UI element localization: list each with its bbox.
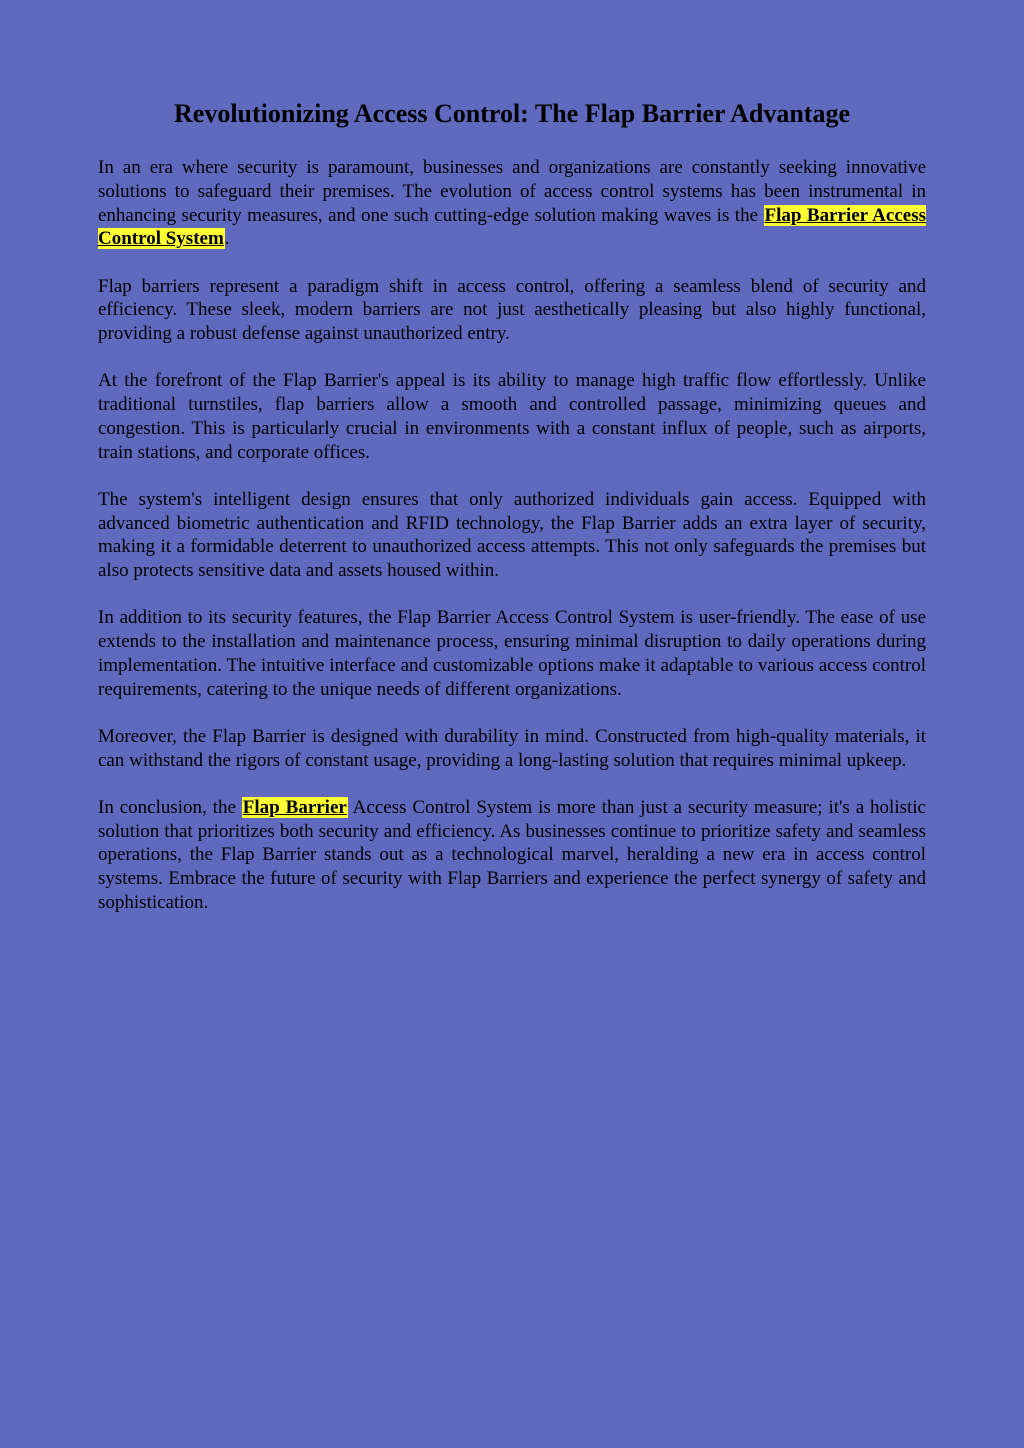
document-title: Revolutionizing Access Control: The Flap Barrier Advantage (174, 99, 850, 128)
paragraph-intro-end: . (224, 228, 230, 250)
paragraph-user-friendly: In addition to its security features, the Flap Barrier Access Control System is user-friendly. The ease of use extends to the installation and maintenance process, ensuring minimal disruption to daily operations during implementation. The intuitive interface and customizable options make it adaptable to various access control requirements, catering to the unique needs of different organizations. (98, 607, 926, 700)
paragraph-conclusion-text: Access Control System is more than just a security measure; it's a holistic solution that prioritizes both security and efficiency. As businesses continue to prioritize safety and seamless operations, the Flap Barrier stands out as a technological marvel, heralding a new era in access control systems. Embrace the future of security with Flap Barriers and experience the perfect synergy of safety and sophistication. (98, 796, 926, 913)
paragraph-intro-text: In an era where security is paramount, businesses and organizations are constantly seeking innovative solutions to safeguard their premises. The evolution of access control systems has been instrumental in enhancing security measures, and one such cutting-edge solution making waves is the (98, 157, 926, 226)
paragraph-paradigm-shift: Flap barriers represent a paradigm shift in access control, offering a seamless blend of security and efficiency. These sleek, modern barriers are not just aesthetically pleasing but also highly functional, providing a robust defense against unauthorized entry. (98, 275, 926, 344)
flap-barrier-access-control-system-link[interactable]: Flap Barrier Access Control System (98, 204, 926, 250)
paragraph-conclusion (98, 796, 926, 915)
paragraph-durability: Moreover, the Flap Barrier is designed with durability in mind. Constructed from high-quality materials, it can withstand the rigors of constant usage, providing a long-lasting solution that requires minimal upkeep. (98, 725, 926, 771)
flap-barrier-link[interactable]: Flap Barrier (242, 796, 347, 818)
paragraph-intelligent-design: The system's intelligent design ensures that only authorized individuals gain access. Equipped with advanced biometric authentication and RFID technology, the Flap Barrier adds an extra layer of security, making it a formidable deterrent to unauthorized access attempts. This not only safeguards the premises but also protects sensitive data and assets housed within. (98, 488, 926, 581)
paragraph-conclusion-start: In conclusion, the (98, 796, 242, 818)
paragraph-traffic-flow: At the forefront of the Flap Barrier's appeal is its ability to manage high traffic flow effortlessly. Unlike traditional turnstiles, flap barriers allow a smooth and controlled passage, minimizing queues and congestion. This is particularly crucial in environments with a constant influx of people, such as airports, train stations, and corporate offices. (98, 370, 926, 463)
paragraph-intro (98, 156, 926, 251)
